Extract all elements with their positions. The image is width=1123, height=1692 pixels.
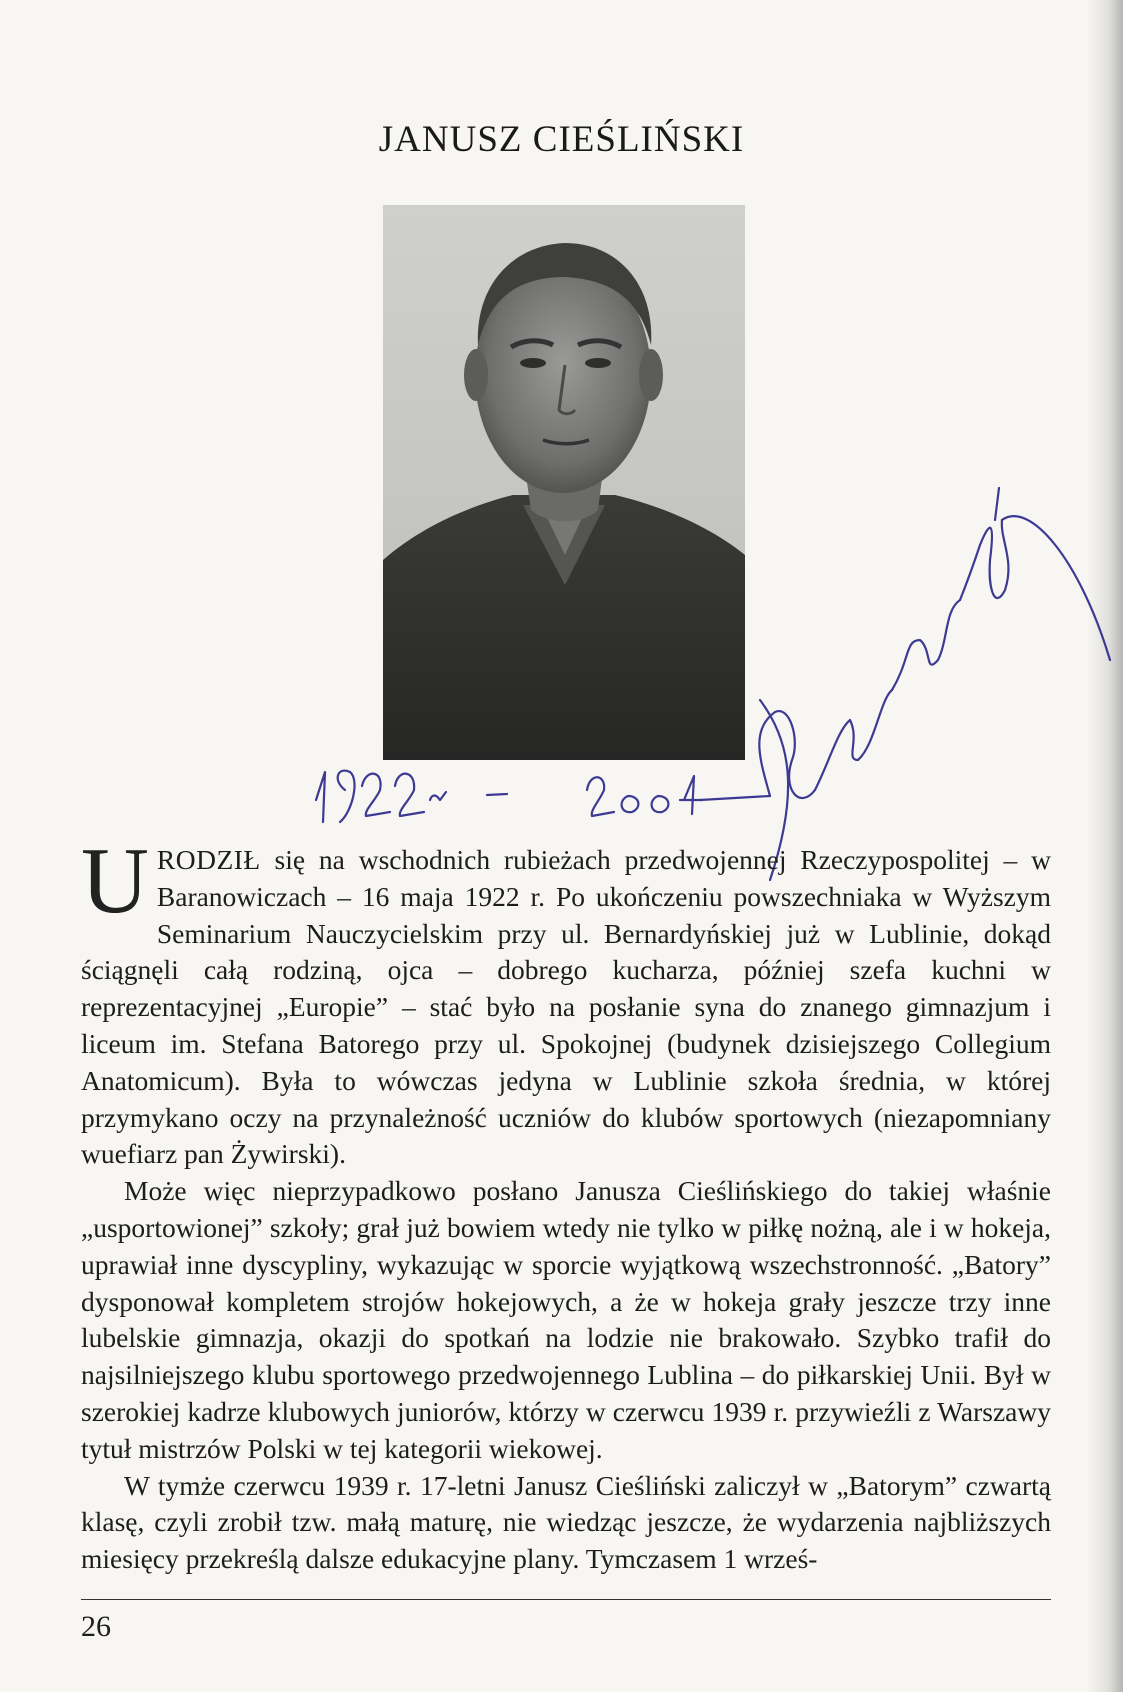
paragraph-3: W tymże czerwcu 1939 r. 17-letni Janusz Cieśliński zaliczył w „Batorym” czwartą klasę, czyli zrobił tzw. małą maturę, nie wiedząc jeszcze, że wydarzenia najbliższych miesięcy przekreślą dalsze edukacyjne plany. Tymczasem 1 wrześ-: [81, 1469, 1051, 1575]
lead-word: RODZIŁ: [156, 844, 261, 875]
drop-cap: U: [81, 829, 149, 933]
handwritten-dates: [316, 771, 770, 822]
footer-rule: [81, 1599, 1051, 1600]
signature: [759, 488, 1110, 880]
article-body: [81, 829, 1051, 1578]
paragraph-2: Może więc nieprzypadkowo posłano Janusza Cieślińskiego do takiej właśnie „usportowionej” szkoły; grał już bowiem wtedy nie tylko w piłkę nożną, ale i w hokeja, uprawiał inne dyscypliny, wykazując w sporcie wyjątkową wszechstronność. „Batory” dysponował kompletem strojów hokejowych, a że w hokeja grały jeszcze trzy inne lubelskie gimnazja, okazji do spotkań na lodzie nie brakowało. Szybko trafił do najsilniejszego klubu sportowego przedwojennego Lublina – do piłkarskiej Unii. Był w szerokiej kadrze klubowych juniorów, którzy w czerwcu 1939 r. przywieźli z Warszawy tytuł mistrzów Polski w tej kategorii wiekowej.: [81, 1175, 1051, 1464]
paragraph-1: [81, 829, 1051, 1173]
paragraph-1-text: się na wschodnich rubieżach przedwojennej Rzeczypospolitej – w Baranowiczach – 16 maja 1922 r. Po ukończeniu powszechniaka w Wyższym Seminarium Nauczycielskim przy ul. Bernardyńskiej już w Lublinie, dokąd ściągnęli całą rodziną, ojca – dobrego kucharza, później szefa kuchni w reprezentacyjnej „Europie” – stać było na posłanie syna do znanego gimnazjum i liceum im. Stefana Batorego przy ul. Spokojnej (budynek dzisiejszego Collegium Anatomicum). Była to wówczas jedyna w Lublinie szkoła średnia, w której przymykano oczy na przynależność uczniów do klubów sportowych (niezapomniany wuefiarz pan Żywirski).: [81, 844, 1051, 1170]
page-title: JANUSZ CIEŚLIŃSKI: [378, 119, 745, 160]
portrait-image: [383, 205, 745, 760]
page-number: 26: [81, 1610, 111, 1643]
portrait-photo: [383, 205, 745, 760]
page-edge-shadow: [1087, 0, 1123, 1692]
